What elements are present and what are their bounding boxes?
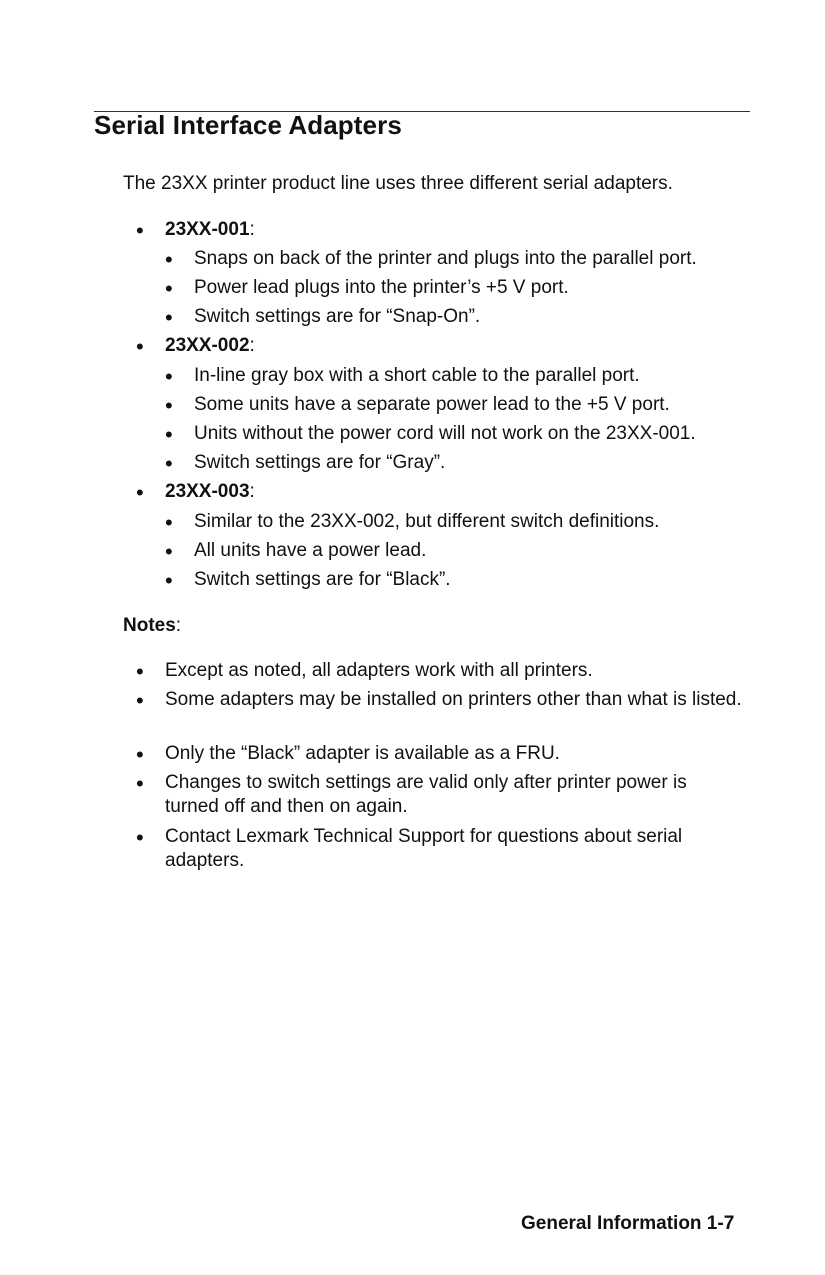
note-item: Some adapters may be installed on printers other than what is listed. (165, 689, 742, 710)
bullet-icon: • (136, 771, 144, 796)
bullet-icon: • (165, 247, 173, 272)
list-item: Units without the power cord will not work on the 23XX-001. (194, 423, 696, 444)
bullet-icon: • (136, 334, 144, 359)
adapter-heading (165, 480, 255, 504)
adapter-heading (165, 218, 255, 242)
bullet-icon: • (136, 688, 144, 713)
note-item: Contact Lexmark Technical Support for questions about serial adapters. (165, 826, 683, 871)
bullet-icon: • (136, 742, 144, 767)
bullet-icon: • (165, 568, 173, 593)
note-item: Changes to switch settings are valid only after printer power is turned off and then on again. (165, 772, 687, 817)
bullet-icon: • (136, 825, 144, 850)
bullet-icon: • (136, 480, 144, 505)
adapter-name: 23XX-002 (165, 335, 250, 356)
adapter-name: 23XX-003 (165, 481, 250, 502)
list-item: Switch settings are for “Snap-On”. (194, 306, 481, 327)
adapter-name: 23XX-001 (165, 219, 250, 240)
list-item: Similar to the 23XX-002, but different switch definitions. (194, 511, 660, 532)
list-item: Some units have a separate power lead to the +5 V port. (194, 394, 670, 415)
notes-colon: : (175, 615, 182, 636)
list-item: Switch settings are for “Black”. (194, 569, 451, 590)
adapter-heading (165, 334, 255, 358)
adapter-colon: : (249, 219, 255, 240)
list-item: Switch settings are for “Gray”. (194, 452, 446, 473)
notes-heading (123, 614, 181, 638)
bullet-icon: • (165, 451, 173, 476)
list-item: Snaps on back of the printer and plugs into the parallel port. (194, 248, 697, 269)
note-item: Except as noted, all adapters work with all printers. (165, 660, 593, 681)
page-footer: General Information 1-7 (521, 1213, 735, 1234)
notes-label: Notes (123, 615, 176, 636)
bullet-icon: • (165, 539, 173, 564)
page-title: Serial Interface Adapters (94, 110, 402, 140)
list-item: In-line gray box with a short cable to the parallel port. (194, 365, 640, 386)
list-item: Power lead plugs into the printer’s +5 V port. (194, 277, 569, 298)
intro-paragraph: The 23XX printer product line uses three different serial adapters. (123, 173, 673, 194)
bullet-icon: • (136, 218, 144, 243)
adapter-colon: : (249, 335, 255, 356)
list-item: All units have a power lead. (194, 540, 427, 561)
bullet-icon: • (165, 510, 173, 535)
bullet-icon: • (165, 364, 173, 389)
note-item: Only the “Black” adapter is available as a FRU. (165, 743, 560, 764)
bullet-icon: • (165, 276, 173, 301)
bullet-icon: • (165, 305, 173, 330)
bullet-icon: • (165, 422, 173, 447)
bullet-icon: • (165, 393, 173, 418)
adapter-colon: : (249, 481, 255, 502)
bullet-icon: • (136, 659, 144, 684)
